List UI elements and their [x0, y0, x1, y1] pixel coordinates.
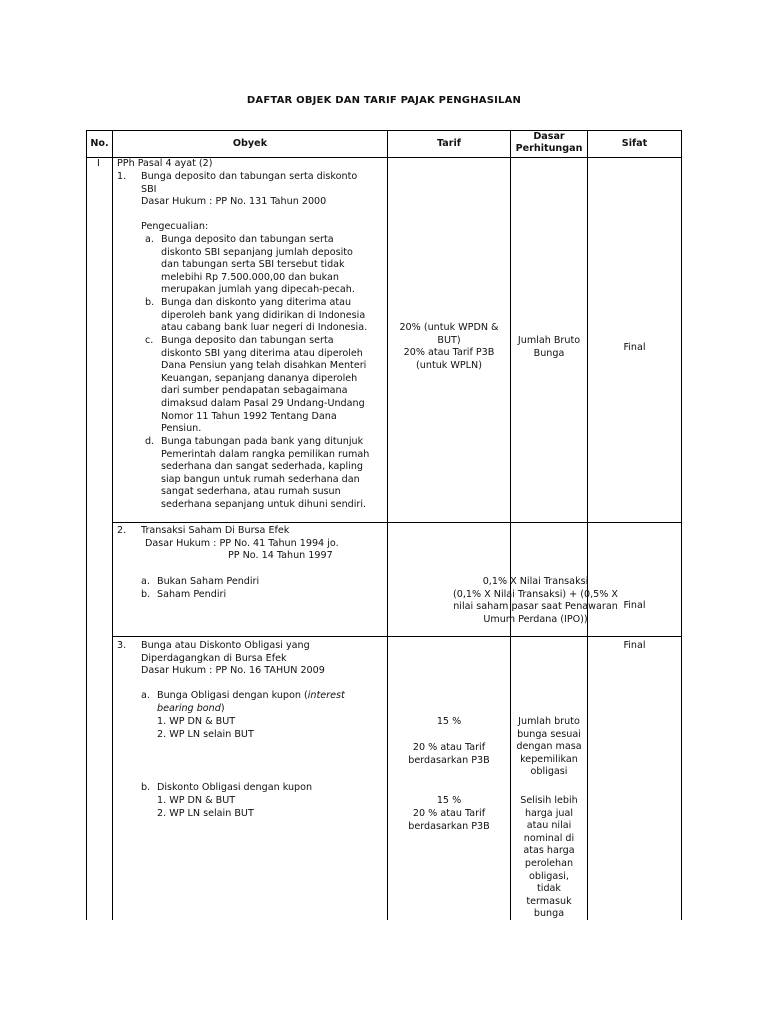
sub-sub-item: 2. WP LN selain BUT [157, 729, 254, 740]
col-divider-dasar [587, 130, 588, 920]
sub-item-label: c. [145, 335, 154, 346]
col-divider-no [112, 130, 113, 920]
sifat-cell: Final [623, 342, 646, 353]
row-divider-1 [112, 522, 682, 523]
item-number: 3. [117, 640, 127, 651]
sub-item-label: b. [141, 589, 151, 600]
item-description: Bunga deposito dan tabungan serta diskonto SBI Dasar Hukum : PP No. 131 Tahun 2000 Pengecualian: [141, 171, 358, 233]
row-divider-2 [112, 636, 682, 637]
item-description: Bunga atau Diskonto Obligasi yang Diperdagangkan di Bursa Efek Dasar Hukum : PP No. 16 TAHUN 2009 [141, 640, 325, 677]
sifat-cell: Final [623, 600, 646, 611]
section-heading: PPh Pasal 4 ayat (2) [117, 158, 213, 169]
sub-item-text: Saham Pendiri [157, 589, 227, 600]
sub-item-text: Bunga deposito dan tabungan serta diskonto SBI sepanjang jumlah deposito dan tabungan serta SBI tersebut tidak melebihi Rp 7.500.000,00 dan bukan merupakan jumlah yang dipecah-pecah. [161, 234, 355, 296]
table-border-top [86, 130, 682, 131]
dasar-b: Selisih lebih harga jual atau nilai nominal di atas harga perolehan obligasi, tidak termasuk bunga [520, 795, 578, 920]
sub-sub-item: 2. WP LN selain BUT [157, 808, 254, 819]
table-border-left [86, 130, 87, 920]
sub-item-label: a. [141, 576, 150, 587]
sub-item-text: Bunga tabungan pada bank yang ditunjuk Pemerintah dalam rangka pemilikan rumah sederhana dan sangat sederhada, kapling siap bangun untuk rumah sederhana dan sangat sederhana, atau rumah susun sederhana sepanjang untuk dihuni sendiri. [161, 436, 370, 510]
tarif-cell: 0,1% X Nilai Transaksi (0,1% X Nilai Transaksi) + (0,5% X nilai saham pasar saat Penawaran Umum Perdana (IPO)) [453, 576, 618, 625]
item-number: 1. [117, 171, 127, 182]
table-border-right [681, 130, 682, 920]
header-sifat: Sifat [621, 138, 648, 149]
sub-item-text: Bunga dan diskonto yang diterima atau diperoleh bank yang didirikan di Indonesia atau cabang bank luar negeri di Indonesia. [161, 297, 368, 334]
tarif-a2: 20 % atau Tarif berdasarkan P3B [408, 742, 490, 766]
sub-item-text-cont: bearing bond) [157, 703, 225, 714]
sub-sub-item: 1. WP DN & BUT [157, 716, 236, 727]
sub-item-text: Bukan Saham Pendiri [157, 576, 260, 587]
sub-item-text: Diskonto Obligasi dengan kupon [157, 782, 313, 793]
tarif-a1: 15 % [436, 716, 462, 727]
item-number: 2. [117, 525, 127, 536]
tarif-b1: 15 % [436, 795, 462, 806]
header-no: No. [90, 138, 109, 149]
sub-item-label: b. [145, 297, 155, 308]
header-tarif: Tarif [437, 138, 461, 149]
sub-item-label: a. [145, 234, 154, 245]
tarif-b2: 20 % atau Tarif berdasarkan P3B [408, 808, 490, 832]
sub-item-text: Bunga Obligasi dengan kupon (interest [157, 690, 345, 701]
sub-item-text: Bunga deposito dan tabungan serta diskonto SBI yang diterima atau diperoleh Dana Pensiun yang telah disahkan Menteri Keuangan, sepanjang dananya diperoleh dari sumber pendapatan sebagaimana dimaksud dalam Pasal 29 Undang-Undang Nomor 11 Tahun 1992 Tentang Dana Pensiun. [161, 335, 367, 435]
sub-item-label: d. [145, 436, 155, 447]
item-description: Transaksi Saham Di Bursa Efek [141, 525, 290, 536]
sub-item-label: b. [141, 782, 151, 793]
dasar-cell: Jumlah Bruto Bunga [517, 335, 581, 359]
sub-sub-item: 1. WP DN & BUT [157, 795, 236, 806]
item-legal-basis-cont: PP No. 14 Tahun 1997 [228, 550, 333, 561]
document-title: DAFTAR OBJEK DAN TARIF PAJAK PENGHASILAN [246, 95, 522, 106]
item-legal-basis: Dasar Hukum : PP No. 41 Tahun 1994 jo. [145, 538, 339, 549]
header-obyek: Obyek [232, 138, 268, 149]
row-number: I [97, 158, 100, 169]
dasar-a: Jumlah bruto bunga sesuai dengan masa kepemilikan obligasi [516, 716, 582, 778]
sifat-cell: Final [623, 640, 646, 651]
tarif-cell: 20% (untuk WPDN & BUT) 20% atau Tarif P3B (untuk WPLN) [399, 322, 499, 371]
sub-item-label: a. [141, 690, 150, 701]
header-dasar-perhitungan: Dasar Perhitungan [515, 131, 583, 154]
